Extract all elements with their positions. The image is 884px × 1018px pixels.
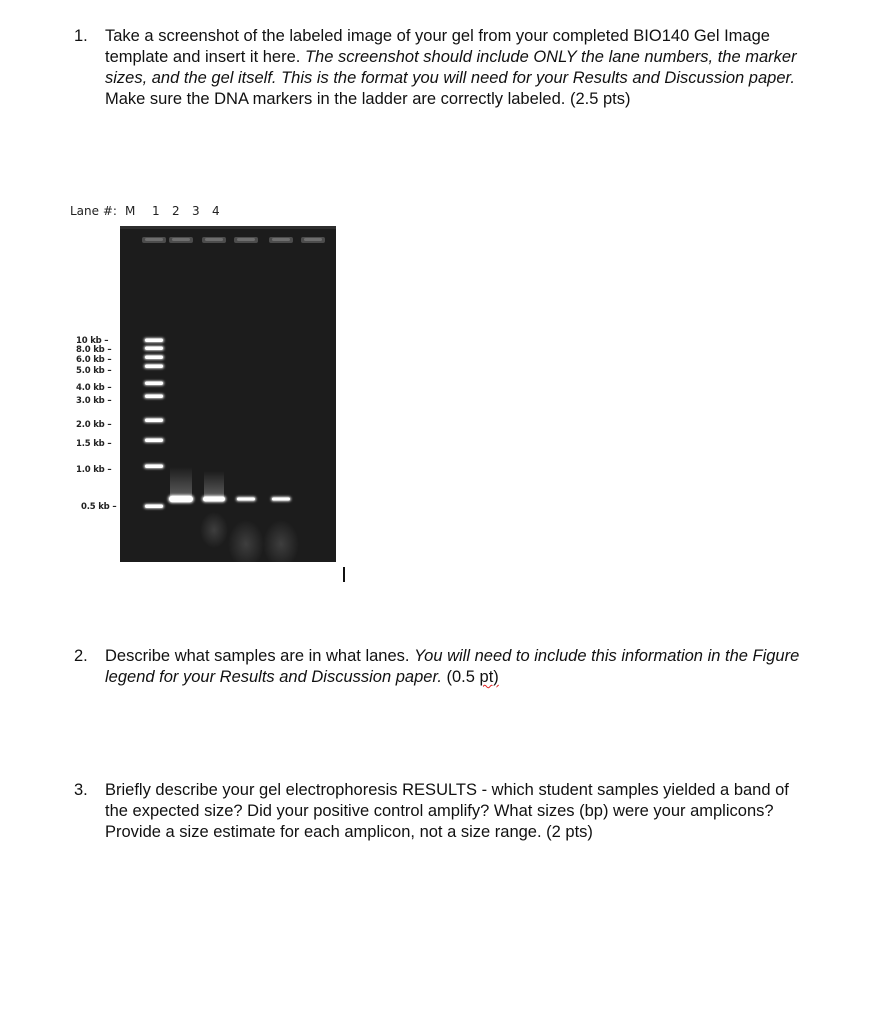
lane-label-m: M <box>125 204 136 218</box>
question-1 <box>74 26 814 110</box>
gel-top-edge <box>120 226 336 229</box>
sample-band-core <box>203 497 225 502</box>
ladder-band-core <box>145 465 163 469</box>
spellcheck-word: pt) <box>479 668 499 686</box>
ladder-band-core <box>145 395 163 399</box>
marker-label: 3.0 kb – <box>76 396 112 406</box>
lane-label-3: 3 <box>192 204 200 218</box>
ladder-band-core <box>145 347 163 351</box>
ladder-band-core <box>145 419 163 423</box>
marker-label: 8.0 kb – <box>76 345 112 355</box>
well-highlight <box>304 238 322 241</box>
sample-band-core <box>237 498 255 501</box>
ladder-band-core <box>145 505 163 509</box>
question-text: Describe what samples are in what lanes. You will need to include this information in the Figure legend for your Results and Discussion paper. (0.5 pt) <box>105 647 800 686</box>
question-number: 2. <box>74 647 88 665</box>
ladder-band-core <box>145 382 163 386</box>
gel-image <box>120 226 336 562</box>
question-2 <box>74 646 814 688</box>
lane-label-2: 2 <box>172 204 180 218</box>
ladder-band-core <box>145 356 163 360</box>
ladder-band-core <box>145 365 163 369</box>
text-cursor <box>343 567 345 582</box>
question-3 <box>74 780 814 843</box>
lane-label-1: 1 <box>152 204 160 218</box>
smear <box>200 512 228 548</box>
question-number: 1. <box>74 27 88 45</box>
marker-label: 1.5 kb – <box>76 439 112 449</box>
ladder-band-core <box>145 339 163 343</box>
well-highlight <box>205 238 223 241</box>
ladder-band-core <box>145 439 163 443</box>
band-trail <box>204 471 224 499</box>
well-highlight <box>272 238 290 241</box>
well-highlight <box>172 238 190 241</box>
marker-label: 6.0 kb – <box>76 355 112 365</box>
well-highlight <box>237 238 255 241</box>
marker-label: 10 kb – <box>76 336 109 346</box>
sample-band-core <box>169 496 193 502</box>
marker-label: 1.0 kb – <box>76 465 112 475</box>
question-text: Briefly describe your gel electrophoresis RESULTS - which student samples yielded a band of the expected size? Did your positive control amplify? What sizes (bp) were your amplicons? Provide a size estimate for each amplicon, not a size range. (2 pts) <box>105 781 789 841</box>
question-text: Take a screenshot of the labeled image of your gel from your completed BIO140 Gel Image template and insert it here. The screenshot should include ONLY the lane numbers, the marker sizes, and the gel itself. This is the format you will need for your Results and Discussion paper. Make sure the DNA markers in the ladder are correctly labeled. (2.5 pts) <box>105 27 797 108</box>
band-trail <box>170 467 192 499</box>
lane-prefix: Lane #: <box>70 204 117 218</box>
marker-label: 4.0 kb – <box>76 383 112 393</box>
marker-label: 0.5 kb – <box>81 502 117 512</box>
marker-label: 5.0 kb – <box>76 366 112 376</box>
sample-band-core <box>272 498 290 501</box>
well-highlight <box>145 238 163 241</box>
lane-label-4: 4 <box>212 204 220 218</box>
marker-label: 2.0 kb – <box>76 420 112 430</box>
question-number: 3. <box>74 781 88 799</box>
